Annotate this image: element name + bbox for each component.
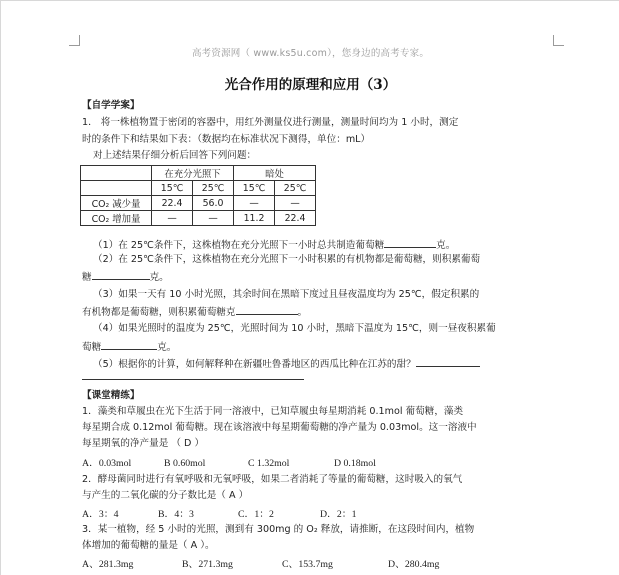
sub-question-2-line-1: （2）在 25℃条件下，这株植物在充分光照下一小时积累的有机物都是葡萄糖，则积累葡萄 [93,254,481,265]
table-cell: 22.4 [275,211,316,226]
sub-question-4-line-2 [82,339,176,354]
table-cell: 56.0 [193,196,234,211]
experiment-data-table [80,165,316,226]
table-cell: — [152,211,193,226]
option-a: A、281.3mg [82,559,134,570]
option-c: C 1.32mol [248,458,290,469]
option-d: D 0.18mol [334,458,376,469]
table-header-temp: 25℃ [193,181,234,196]
section-heading-self-study: 【自学学案】 [82,100,140,111]
option-b: B 0.60mol [164,458,206,469]
section-heading-classroom: 【课堂精练】 [82,390,140,401]
class-question-1-line-2: 每星期合成 0.12mol 葡萄糖。现在该溶液中每星期葡萄糖的净产量为 0.03mol。这一溶液中 [82,422,477,433]
sub-question-3-text: 有机物都是葡萄糖，则积累葡萄糖克 [82,307,236,318]
option-d: D、280.4mg [388,559,440,570]
table-cell: 22.4 [152,196,193,211]
sub-question-4-line-1: （4）如果光照时的温度为 25℃，光照时间为 10 小时，黑暗下温度为 15℃，则一昼夜积累葡 [93,323,496,334]
row-label: CO₂ 增加量 [81,211,152,226]
table-header-temp: 15℃ [234,181,275,196]
table-cell: — [234,196,275,211]
row-label: CO₂ 减少量 [81,196,152,211]
answer-blank [384,237,436,248]
option-c: C．1：2 [238,509,274,520]
class-question-2-line-1: 2．酵母菌同时进行有氧呼吸和无氧呼吸，如果二者消耗了等量的葡萄糖，这时吸入的氧气 [82,474,463,485]
table-cell: — [193,211,234,226]
sub-question-3-line-2 [82,304,307,319]
table-cell [81,181,152,196]
sub-question-2-line-2 [82,269,169,284]
table-header-temp: 15℃ [152,181,193,196]
sub-question-1-text: （1）在 25℃条件下，这株植物在充分光照下一小时总共制造葡萄糖 [93,240,385,251]
class-question-1-options [82,455,376,469]
sub-question-1 [93,237,455,252]
table-header-light: 在充分光照下 [152,166,234,181]
sub-question-2-unit: 克。 [149,272,169,283]
page-header: 高考资源网（ www.ks5u.com），您身边的高考专家。 [191,48,430,59]
table-header-temp: 25℃ [275,181,316,196]
class-question-1-line-3: 每星期氧的净产量是 （ D ） [82,438,205,449]
question-1-line-3: 对上述结果仔细分析后回答下列问题： [93,150,257,161]
table-row [81,196,316,211]
question-1-line-1: 1． 将一株植物置于密闭的容器中，用红外测量仪进行测量，测量时间均为 1 小时，测定 [82,117,459,128]
answer-blank [416,356,480,367]
table-cell: — [275,196,316,211]
class-question-3-options [82,556,439,570]
sub-question-4-text: 萄糖 [82,342,102,353]
option-a: A．0.03mol [82,458,132,469]
sub-question-3-line-1: （3）如果一天有 10 小时光照，其余时间在黑暗下度过且昼夜温度均为 25℃，假定积累的 [93,289,480,300]
table-cell: 11.2 [234,211,275,226]
sub-question-5-text: （5）根据你的计算，如何解释种在新疆吐鲁番地区的西瓜比种在江苏的甜？ [93,359,416,370]
sub-question-1-unit: 克。 [436,240,456,251]
option-c: C、153.7mg [282,559,333,570]
answer-blank-continuation [82,379,304,380]
sub-question-2-text: 糖 [82,272,92,283]
option-d: D．2：1 [320,509,357,520]
class-question-2-options [82,506,356,520]
table-header-dark: 暗处 [234,166,316,181]
sub-question-5 [93,356,480,371]
document-title: 光合作用的原理和应用（3） [224,77,397,93]
table-corner-cell [81,166,152,181]
class-question-2-line-2: 与产生的二氧化碳的分子数比是（ A ） [82,490,249,501]
option-b: B、271.3mg [182,559,233,570]
table-row [81,211,316,226]
answer-blank [236,304,298,315]
option-a: A．3：4 [82,509,119,520]
answer-blank [101,339,157,350]
option-b: B．4：3 [158,509,194,520]
sub-question-3-end: 。 [297,307,308,318]
class-question-3-line-2: 体增加的葡萄糖的量是（ A ）。 [82,540,215,551]
class-question-1-line-1: 1．藻类和草履虫在光下生活于同一溶液中，已知草履虫每星期消耗 0.1mol 葡萄糖，藻类 [82,406,464,417]
class-question-3-line-1: 3．某一植物，经 5 小时的光照，测到有 300mg 的 O₂ 释放，请推断，在这段时间内，植物 [82,524,475,535]
sub-question-4-unit: 克。 [157,342,177,353]
question-1-line-2: 时的条件下和结果如下表：（数据均在标准状况下测得，单位：mL） [82,134,371,145]
answer-blank [92,269,150,280]
